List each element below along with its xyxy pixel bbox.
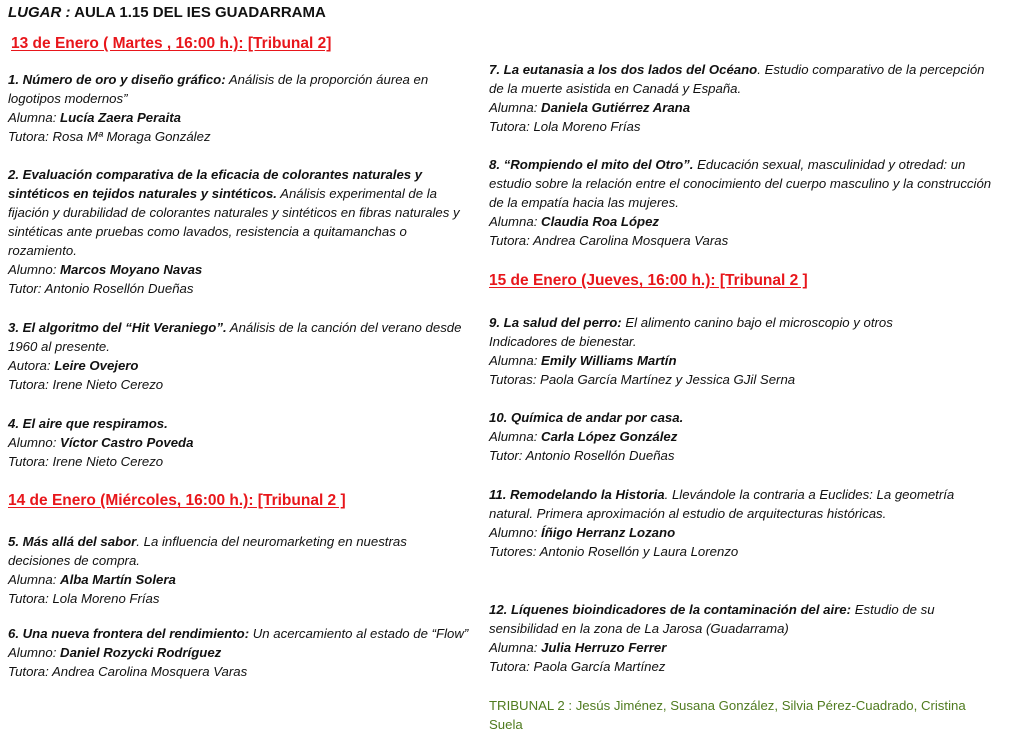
section-heading: 15 de Enero (Jueves, 16:00 h.): [Tribunal 2 ] <box>489 272 808 289</box>
tribunal-members: TRIBUNAL 2 : Jesús Jiménez, Susana González, Silvia Pérez-Cuadrado, Cristina Suela <box>489 698 966 732</box>
student-name: Íñigo Herranz Lozano <box>541 525 676 540</box>
project-title: 7. La eutanasia a los dos lados del Océano <box>489 62 758 77</box>
student-name: Daniel Rozycki Rodríguez <box>60 645 222 660</box>
student-name: Alba Martín Solera <box>60 572 176 587</box>
location-value: AULA 1.15 DEL IES GUADARRAMA <box>74 4 326 21</box>
student-role: Alumno: <box>8 435 61 450</box>
tutor-line: Tutora: Andrea Carolina Mosquera Varas <box>8 664 248 679</box>
section-heading: 13 de Enero ( Martes , 16:00 h.): [Tribunal 2] <box>11 35 332 52</box>
student-role: Alumno: <box>8 262 61 277</box>
project-description: Estudio de su sensibilidad en la zona de La Jarosa (Guadarrama) <box>489 602 935 636</box>
tutor-line: Tutoras: Paola García Martínez y Jessica GJil Serna <box>489 372 796 387</box>
student-role: Alumna: <box>489 100 542 115</box>
project-title: 12. Líquenes bioindicadores de la contaminación del aire: <box>489 602 852 617</box>
tutor-line: Tutora: Lola Moreno Frías <box>489 119 641 134</box>
student-name: Claudia Roa López <box>541 214 660 229</box>
project-title: 4. El aire que respiramos. <box>8 416 168 431</box>
project-title: 2. Evaluación comparativa de la eficacia de colorantes naturales y sintéticos en tejidos naturales y sintéticos. <box>8 167 423 201</box>
student-role: Alumna: <box>8 572 61 587</box>
project-title: 1. Número de oro y diseño gráfico: <box>8 72 226 87</box>
tutor-line: Tutor: Antonio Rosellón Dueñas <box>8 281 194 296</box>
project-description: . Llevándole la contraria a Euclides: La geometría natural. Primera aproximación al estudio de arquitecturas históricas. <box>489 487 955 521</box>
student-name: Emily Williams Martín <box>541 353 677 368</box>
student-name: Carla López González <box>541 429 678 444</box>
student-role: Alumno: <box>489 525 542 540</box>
student-role: Alumna: <box>489 429 542 444</box>
project-entry <box>489 408 989 465</box>
tutor-line: Tutora: Irene Nieto Cerezo <box>8 454 164 469</box>
project-title: 3. El algoritmo del “Hit Veraniego”. <box>8 320 227 335</box>
student-role: Alumna: <box>489 353 542 368</box>
tutor-line: Tutora: Paola García Martínez <box>489 659 666 674</box>
project-title: 8. “Rompiendo el mito del Otro”. <box>489 157 694 172</box>
student-name: Víctor Castro Poveda <box>60 435 194 450</box>
project-title: 5. Más allá del sabor <box>8 534 137 549</box>
student-role: Alumna: <box>489 640 542 655</box>
location-line <box>8 4 326 21</box>
project-entry <box>8 70 470 146</box>
project-title: 6. Una nueva frontera del rendimiento: <box>8 626 250 641</box>
student-name: Marcos Moyano Navas <box>60 262 203 277</box>
tutor-line: Tutores: Antonio Rosellón y Laura Lorenzo <box>489 544 739 559</box>
student-role: Alumna: <box>8 110 61 125</box>
student-name: Daniela Gutiérrez Arana <box>541 100 691 115</box>
project-title: 10. Química de andar por casa. <box>489 410 684 425</box>
tutor-line: Tutora: Rosa Mª Moraga González <box>8 129 211 144</box>
tutor-line: Tutor: Antonio Rosellón Dueñas <box>489 448 675 463</box>
project-entry <box>8 318 470 394</box>
student-name: Leire Ovejero <box>54 358 139 373</box>
project-description: Análisis experimental de la fijación y durabilidad de colorantes naturales y sintéticos en fibras naturales y sintéticas ante pruebas como lavados, resistencia a quitamanchas o rozamiento. <box>8 186 460 258</box>
project-title: 11. Remodelando la Historia <box>489 487 665 502</box>
section-heading: 14 de Enero (Miércoles, 16:00 h.): [Tribunal 2 ] <box>8 492 346 509</box>
project-title: 9. La salud del perro: <box>489 315 622 330</box>
student-role: Alumna: <box>489 214 542 229</box>
tutor-line: Tutora: Lola Moreno Frías <box>8 591 160 606</box>
project-entry <box>489 313 949 389</box>
project-entry <box>8 624 474 681</box>
project-description: Educación sexual, masculinidad y otredad: un estudio sobre la relación entre el conocimiento del cuerpo masculino y la construcción de la empatía hacia las mujeres. <box>489 157 992 210</box>
location-label: LUGAR : <box>8 4 71 21</box>
project-description: . La influencia del neuromarketing en nuestras decisiones de compra. <box>8 534 407 568</box>
project-description: . Estudio comparativo de la percepción de la muerte asistida en Canadá y España. <box>489 62 985 96</box>
student-name: Lucía Zaera Peraita <box>60 110 181 125</box>
project-entry <box>8 532 470 608</box>
project-description: Análisis de la proporción áurea en logotipos modernos” <box>8 72 429 106</box>
student-name: Julia Herruzo Ferrer <box>541 640 667 655</box>
project-entry <box>489 60 989 136</box>
project-description: Un acercamiento al estado de “Flow” <box>249 626 469 641</box>
student-role: Autora: <box>8 358 55 373</box>
project-entry <box>8 414 470 471</box>
project-entry <box>489 155 994 250</box>
project-description: Análisis de la canción del verano desde 1960 al presente. <box>8 320 462 354</box>
project-description: El alimento canino bajo el microscopio y otros Indicadores de bienestar. <box>489 315 893 349</box>
project-entry <box>8 165 470 298</box>
project-entry <box>489 600 989 676</box>
tutor-line: Tutora: Andrea Carolina Mosquera Varas <box>489 233 729 248</box>
project-entry <box>489 485 959 561</box>
student-role: Alumno: <box>8 645 61 660</box>
tutor-line: Tutora: Irene Nieto Cerezo <box>8 377 164 392</box>
